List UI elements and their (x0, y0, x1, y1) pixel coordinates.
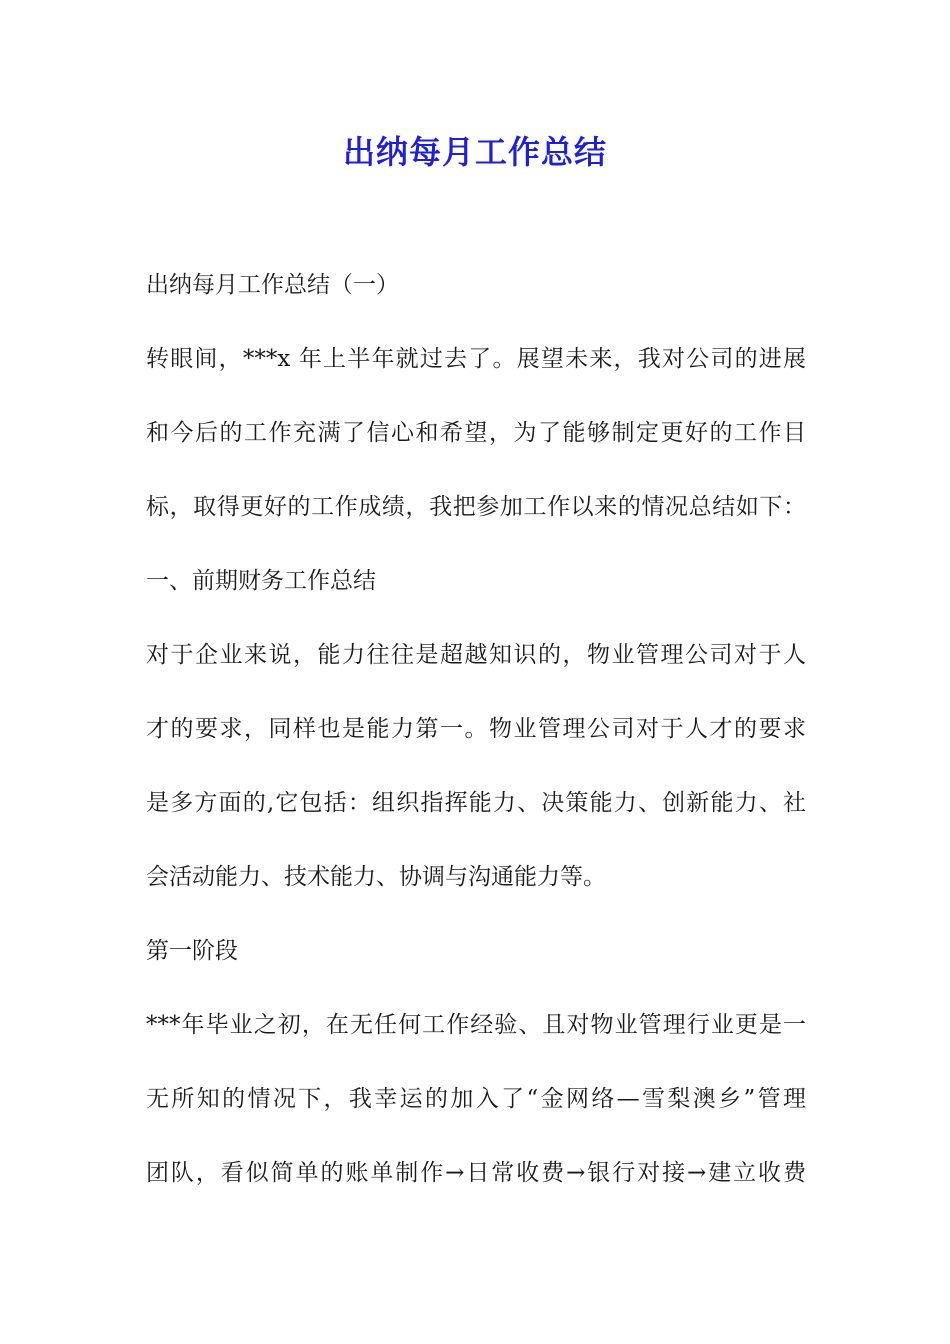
paragraph-line: 转眼间，***x 年上半年就过去了。展望未来，我对公司的进展 (146, 346, 806, 372)
paragraph-line: 会活动能力、技术能力、协调与沟通能力等。 (146, 864, 606, 890)
document-title: 出纳每月工作总结 (342, 133, 607, 171)
stage-heading: 第一阶段 (146, 938, 238, 964)
paragraph-line: 无所知的情况下，我幸运的加入了“金网络—雪梨澳乡”管理 (146, 1086, 806, 1112)
paragraph-line: 是多方面的,它包括：组织指挥能力、决策能力、创新能力、社 (146, 790, 806, 816)
paragraph-line: 团队，看似简单的账单制作→日常收费→银行对接→建立收费 (146, 1160, 806, 1186)
paragraph-line: 才的要求，同样也是能力第一。物业管理公司对于人才的要求 (146, 716, 806, 742)
section-heading: 出纳每月工作总结（一） (146, 272, 399, 298)
paragraph-line: 和今后的工作充满了信心和希望，为了能够制定更好的工作目 (146, 420, 806, 446)
paragraph-line: 对于企业来说，能力往往是超越知识的，物业管理公司对于人 (146, 642, 806, 668)
subsection-heading: 一、前期财务工作总结 (146, 568, 376, 594)
paragraph-line: ***年毕业之初，在无任何工作经验、且对物业管理行业更是一 (146, 1012, 806, 1038)
document-body (146, 263, 806, 1225)
paragraph-line: 标，取得更好的工作成绩，我把参加工作以来的情况总结如下： (146, 494, 806, 520)
